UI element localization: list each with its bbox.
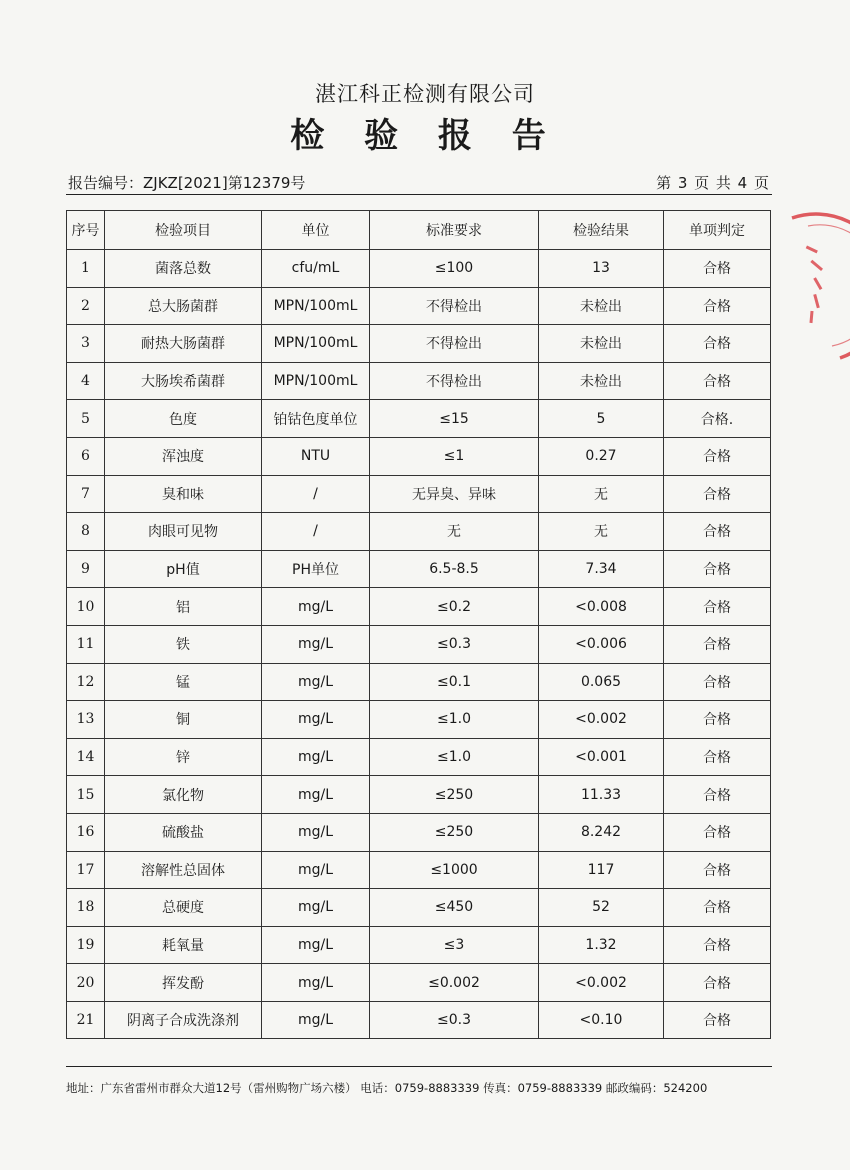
- company-name: 湛江科正检测有限公司: [315, 82, 535, 106]
- cell-standard: 不得检出: [370, 362, 539, 400]
- cell-judgment: 合格: [664, 325, 771, 363]
- cell-item: pH值: [105, 550, 262, 588]
- cell-result: 1.32: [539, 926, 664, 964]
- cell-no: 15: [67, 776, 105, 814]
- table-row: [67, 1001, 771, 1039]
- cell-standard: 不得检出: [370, 287, 539, 325]
- table-row: [67, 437, 771, 475]
- cell-standard: ≤0.2: [370, 588, 539, 626]
- seal-inner-ring: [808, 225, 850, 346]
- cell-unit: mg/L: [262, 701, 370, 739]
- cell-unit: MPN/100mL: [262, 362, 370, 400]
- cell-judgment: 合格: [664, 1001, 771, 1039]
- cell-no: 8: [67, 513, 105, 551]
- cell-unit: /: [262, 513, 370, 551]
- cell-unit: mg/L: [262, 1001, 370, 1039]
- header-divider: [66, 194, 772, 195]
- cell-judgment: 合格: [664, 287, 771, 325]
- table-row: [67, 625, 771, 663]
- cell-result: 5: [539, 400, 664, 438]
- cell-unit: mg/L: [262, 738, 370, 776]
- cell-result: 0.27: [539, 437, 664, 475]
- cell-judgment: 合格: [664, 964, 771, 1002]
- column-header-standard: 标准要求: [370, 211, 539, 250]
- cell-unit: mg/L: [262, 588, 370, 626]
- cell-item: 阴离子合成洗涤剂: [105, 1001, 262, 1039]
- cell-unit: mg/L: [262, 625, 370, 663]
- cell-item: 铝: [105, 588, 262, 626]
- cell-unit: MPN/100mL: [262, 287, 370, 325]
- cell-standard: ≤1000: [370, 851, 539, 889]
- cell-judgment: 合格: [664, 513, 771, 551]
- table-row: [67, 550, 771, 588]
- cell-judgment: 合格: [664, 889, 771, 927]
- table-row: [67, 813, 771, 851]
- cell-result: 未检出: [539, 362, 664, 400]
- column-header-result: 检验结果: [539, 211, 664, 250]
- cell-no: 9: [67, 550, 105, 588]
- cell-unit: PH单位: [262, 550, 370, 588]
- cell-unit: mg/L: [262, 776, 370, 814]
- cell-item: 肉眼可见物: [105, 513, 262, 551]
- table-row: [67, 588, 771, 626]
- cell-standard: ≤1.0: [370, 701, 539, 739]
- cell-standard: ≤3: [370, 926, 539, 964]
- table-row: [67, 475, 771, 513]
- cell-item: 耐热大肠菌群: [105, 325, 262, 363]
- cell-no: 13: [67, 701, 105, 739]
- cell-standard: ≤1: [370, 437, 539, 475]
- cell-standard: 无: [370, 513, 539, 551]
- cell-judgment: 合格: [664, 813, 771, 851]
- column-header-unit: 单位: [262, 211, 370, 250]
- report-number: 报告编号：ZJKZ[2021]第12379号: [68, 174, 306, 192]
- cell-item: 大肠埃希菌群: [105, 362, 262, 400]
- report-title: 检 验 报 告: [290, 116, 560, 156]
- cell-result: 117: [539, 851, 664, 889]
- cell-item: 浑浊度: [105, 437, 262, 475]
- cell-unit: /: [262, 475, 370, 513]
- cell-unit: cfu/mL: [262, 250, 370, 288]
- cell-result: <0.10: [539, 1001, 664, 1039]
- cell-standard: ≤15: [370, 400, 539, 438]
- official-seal: [780, 208, 850, 368]
- cell-item: 耗氧量: [105, 926, 262, 964]
- cell-result: 8.242: [539, 813, 664, 851]
- cell-standard: ≤100: [370, 250, 539, 288]
- results-table-body: [67, 250, 771, 1039]
- table-row: [67, 776, 771, 814]
- cell-result: <0.001: [539, 738, 664, 776]
- cell-item: 铜: [105, 701, 262, 739]
- cell-judgment: 合格: [664, 625, 771, 663]
- cell-judgment: 合格: [664, 588, 771, 626]
- cell-standard: ≤250: [370, 776, 539, 814]
- table-header-row: [67, 211, 771, 250]
- cell-no: 18: [67, 889, 105, 927]
- cell-standard: 无异臭、异味: [370, 475, 539, 513]
- cell-item: 锰: [105, 663, 262, 701]
- cell-item: 硫酸盐: [105, 813, 262, 851]
- seal-ring: [792, 214, 850, 358]
- cell-no: 3: [67, 325, 105, 363]
- cell-standard: 不得检出: [370, 325, 539, 363]
- cell-unit: NTU: [262, 437, 370, 475]
- cell-no: 2: [67, 287, 105, 325]
- cell-unit: MPN/100mL: [262, 325, 370, 363]
- cell-judgment: 合格: [664, 738, 771, 776]
- cell-no: 5: [67, 400, 105, 438]
- table-row: [67, 738, 771, 776]
- cell-unit: mg/L: [262, 926, 370, 964]
- cell-judgment: 合格: [664, 851, 771, 889]
- table-row: [67, 400, 771, 438]
- cell-standard: ≤450: [370, 889, 539, 927]
- cell-item: 总硬度: [105, 889, 262, 927]
- cell-result: 未检出: [539, 325, 664, 363]
- cell-unit: 铂钴色度单位: [262, 400, 370, 438]
- cell-no: 17: [67, 851, 105, 889]
- cell-result: <0.002: [539, 701, 664, 739]
- table-row: [67, 851, 771, 889]
- cell-standard: ≤1.0: [370, 738, 539, 776]
- cell-item: 色度: [105, 400, 262, 438]
- cell-no: 10: [67, 588, 105, 626]
- column-header-item: 检验项目: [105, 211, 262, 250]
- cell-judgment: 合格: [664, 550, 771, 588]
- table-row: [67, 325, 771, 363]
- cell-judgment: 合格: [664, 701, 771, 739]
- cell-result: 0.065: [539, 663, 664, 701]
- cell-item: 锌: [105, 738, 262, 776]
- cell-no: 1: [67, 250, 105, 288]
- cell-standard: 6.5-8.5: [370, 550, 539, 588]
- cell-result: 13: [539, 250, 664, 288]
- cell-standard: ≤0.002: [370, 964, 539, 1002]
- cell-unit: mg/L: [262, 663, 370, 701]
- cell-no: 11: [67, 625, 105, 663]
- cell-result: 未检出: [539, 287, 664, 325]
- cell-no: 6: [67, 437, 105, 475]
- table-row: [67, 663, 771, 701]
- cell-result: 无: [539, 513, 664, 551]
- table-row: [67, 513, 771, 551]
- cell-no: 12: [67, 663, 105, 701]
- cell-result: <0.002: [539, 964, 664, 1002]
- cell-item: 臭和味: [105, 475, 262, 513]
- table-row: [67, 964, 771, 1002]
- cell-judgment: 合格: [664, 776, 771, 814]
- cell-standard: ≤0.1: [370, 663, 539, 701]
- column-header-no: 序号: [67, 211, 105, 250]
- table-row: [67, 926, 771, 964]
- cell-judgment: 合格: [664, 926, 771, 964]
- cell-no: 20: [67, 964, 105, 1002]
- cell-judgment: 合格: [664, 362, 771, 400]
- cell-unit: mg/L: [262, 813, 370, 851]
- cell-no: 16: [67, 813, 105, 851]
- cell-result: <0.008: [539, 588, 664, 626]
- cell-standard: ≤0.3: [370, 625, 539, 663]
- cell-judgment: 合格: [664, 663, 771, 701]
- cell-result: 7.34: [539, 550, 664, 588]
- footer-divider: [66, 1066, 772, 1067]
- page-indicator: 第 3 页 共 4 页: [656, 174, 770, 192]
- cell-item: 溶解性总固体: [105, 851, 262, 889]
- cell-judgment: 合格: [664, 437, 771, 475]
- cell-judgment: 合格.: [664, 400, 771, 438]
- table-row: [67, 362, 771, 400]
- cell-no: 14: [67, 738, 105, 776]
- cell-result: 无: [539, 475, 664, 513]
- cell-item: 菌落总数: [105, 250, 262, 288]
- column-header-judgment: 单项判定: [664, 211, 771, 250]
- table-row: [67, 287, 771, 325]
- cell-no: 7: [67, 475, 105, 513]
- cell-unit: mg/L: [262, 889, 370, 927]
- cell-unit: mg/L: [262, 964, 370, 1002]
- table-row: [67, 250, 771, 288]
- cell-standard: ≤0.3: [370, 1001, 539, 1039]
- cell-unit: mg/L: [262, 851, 370, 889]
- cell-item: 总大肠菌群: [105, 287, 262, 325]
- table-row: [67, 889, 771, 927]
- cell-standard: ≤250: [370, 813, 539, 851]
- cell-no: 4: [67, 362, 105, 400]
- cell-judgment: 合格: [664, 250, 771, 288]
- seal-lettering: [806, 246, 823, 324]
- cell-no: 21: [67, 1001, 105, 1039]
- cell-judgment: 合格: [664, 475, 771, 513]
- results-table: [66, 210, 771, 1039]
- table-row: [67, 701, 771, 739]
- cell-result: <0.006: [539, 625, 664, 663]
- cell-result: 11.33: [539, 776, 664, 814]
- cell-result: 52: [539, 889, 664, 927]
- cell-no: 19: [67, 926, 105, 964]
- cell-item: 挥发酚: [105, 964, 262, 1002]
- cell-item: 铁: [105, 625, 262, 663]
- cell-item: 氯化物: [105, 776, 262, 814]
- footer-contact: 地址：广东省雷州市群众大道12号（雷州购物广场六楼） 电话：0759-8883339 传真：0759-8883339 邮政编码：524200: [66, 1081, 708, 1095]
